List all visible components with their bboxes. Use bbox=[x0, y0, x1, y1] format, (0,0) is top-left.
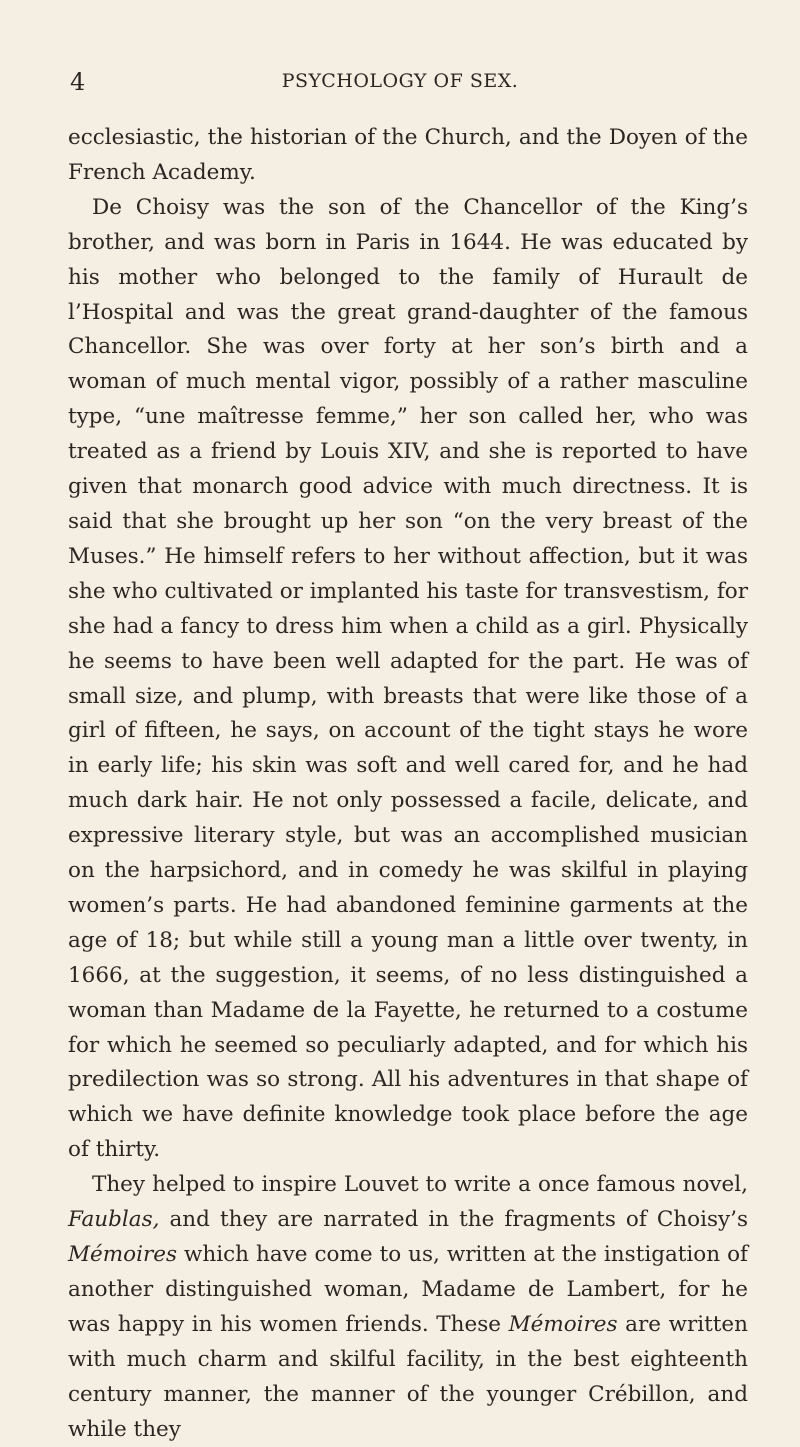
paragraph-1 bbox=[68, 121, 748, 191]
paragraph-3-text-b: and they are narrated in the fragments of Choisy’s bbox=[159, 1207, 748, 1233]
body-text bbox=[68, 121, 748, 1447]
paragraph-3 bbox=[68, 1168, 748, 1447]
title-memoires: Mémoires bbox=[68, 1242, 177, 1267]
page-number: 4 bbox=[70, 68, 86, 96]
paragraph-2-text: De Choisy was the son of the Chancellor of the King’s brother, and was born in Paris in 1644. He was educated by his mother who belonged to the family of Hurault de l’Hospital and was the great grand-daughter of the famous Chancellor. She was over forty at her son’s birth and a woman of much mental vigor, possibly of a rather masculine type, “une maîtresse femme,” her son called her, who was treated as a friend by Louis XIV, and she is reported to have given that monarch good advice with much directness. It is said that she brought up her son “on the very breast of the Muses.” He himself refers to her without affection, but it was she who cultivated or implanted his taste for transvestism, for she had a fancy to dress him when a child as a girl. Physically he seems to have been well adapted for the part. He was of small size, and plump, with breasts that were like those of a girl of fifteen, he says, on account of the tight stays he wore in early life; his skin was soft and well cared for, and he had much dark hair. He not only possessed a facile, delicate, and expressive literary style, but was an accomplished musician on the harpsichord, and in comedy he was skilful in playing women’s parts. He had abandoned feminine garments at the age of 18; but while still a young man a little over twenty, in 1666, at the suggestion, it seems, of no less distinguished a woman than Madame de la Fayette, he returned to a costume for which he seemed so peculiarly adapted, and for which his predilection was so strong. All his adventures in that shape of which we have definite knowledge took place before the age of thirty. bbox=[68, 194, 748, 1163]
running-head: PSYCHOLOGY OF SEX. bbox=[281, 70, 519, 92]
page-header bbox=[70, 68, 730, 98]
paragraph-3-text-c: which have come to us, written at the instigation of another distinguished woman, Madame de Lambert, for he was happy in his women friends. These bbox=[68, 1242, 748, 1337]
paragraph-3-text-d: are written with much charm and skilful facility, in the best eighteenth century manner, the manner of the younger Crébillon, and while they bbox=[68, 1311, 748, 1442]
title-faublas: Faublas, bbox=[68, 1207, 160, 1233]
title-memoires-2: Mémoires bbox=[508, 1311, 618, 1337]
paragraph-3-text-a: They helped to inspire Louvet to write a once famous novel, bbox=[92, 1172, 748, 1198]
paragraph-1-text: ecclesiastic, the historian of the Church, and the Doyen of the French Academy. bbox=[68, 125, 748, 185]
paragraph-2 bbox=[68, 191, 748, 1168]
